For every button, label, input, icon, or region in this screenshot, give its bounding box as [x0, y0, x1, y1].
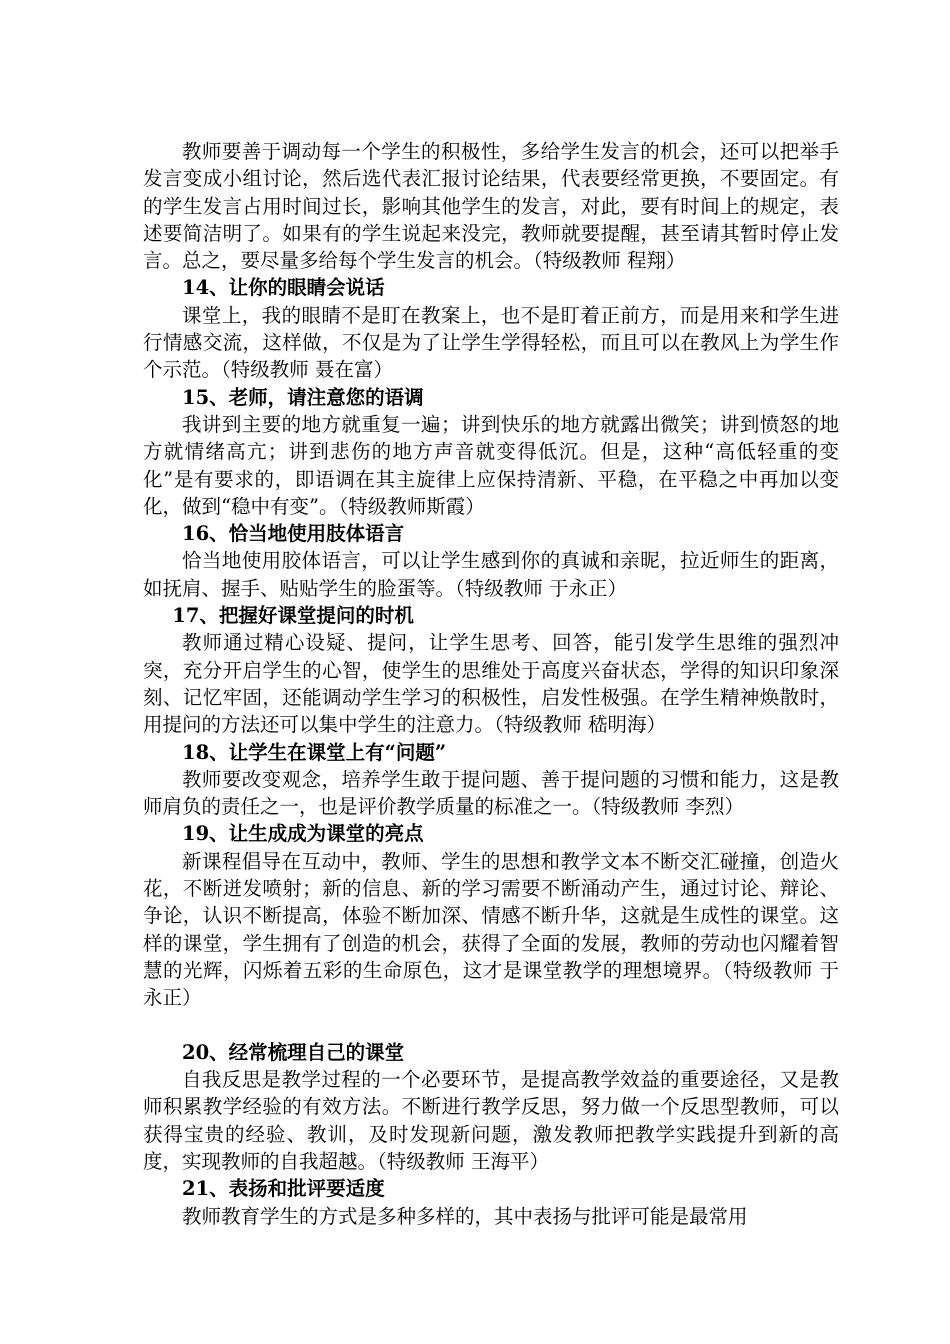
paragraph-16: 恰当地使用胶体语言，可以让学生感到你的真诚和亲昵，拉近师生的距离，如抚肩、握手、贴贴学生的脸蛋等。（特级教师 于永正） — [143, 549, 839, 600]
heading-14: 14、让你的眼睛会说话 — [182, 276, 385, 300]
heading-17: 17、把握好课堂提问的时机 — [172, 604, 414, 628]
paragraph-19: 新课程倡导在互动中，教师、学生的思想和教学文本不断交汇碰撞，创造火花，不断迸发喷射；新的信息、新的学习需要不断涌动产生，通过讨论、辩论、争论，认识不断提高，体验不断加深、情感不断升华，这就是生成性的课堂。这样的课堂，学生拥有了创造的机会，获得了全面的发展，教师的劳动也闪耀着智慧的光辉，闪烁着五彩的生命原色，这才是课堂教学的理想境界。（特级教师 于永正） — [143, 849, 839, 1010]
heading-20: 20、经常梳理自己的课堂 — [182, 1040, 405, 1064]
paragraph-15: 我讲到主要的地方就重复一遍；讲到快乐的地方就露出微笑；讲到愤怒的地方就情绪高亢；讲到悲伤的地方声音就变得低沉。但是，这种“高低轻重的变化”是有要求的，即语调在其主旋律上应保持清新、平稳，在平稳之中再加以变化，做到“稳中有变”。（特级教师斯霞） — [143, 412, 839, 518]
blank-line — [143, 1012, 839, 1039]
paragraph-14: 课堂上，我的眼睛不是盯在教案上，也不是盯着正前方，而是用来和学生进行情感交流，这样做，不仅是为了让学生学得轻松，而且可以在教风上为学生作个示范。（特级教师 聂在富） — [143, 303, 839, 382]
paragraph-intro: 教师要善于调动每一个学生的积极性，多给学生发言的机会，还可以把举手发言变成小组讨论，然后选代表汇报讨论结果，代表要经常更换，不要固定。有的学生发言占用时间过长，影响其他学生的发言，对此，要有时间上的规定，表述要简洁明了。如果有的学生说起来没完，教师就要提醒，甚至请其暂时停止发言。总之，要尽量多给每个学生发言的机会。（特级教师 程翔） — [143, 140, 839, 273]
heading-19: 19、让生成成为课堂的亮点 — [182, 822, 424, 846]
paragraph-20: 自我反思是教学过程的一个必要环节，是提高教学效益的重要途径，又是教师积累教学经验的有效方法。不断进行教学反思，努力做一个反思型教师，可以获得宝贵的经验、教训，及时发现新问题，激发教师把教学实践提升到新的高度，实现教师的自我超越。（特级教师 王海平） — [143, 1068, 839, 1173]
paragraph-21: 教师教育学生的方式是多种多样的，其中表扬与批评可能是最常用 — [182, 1204, 748, 1228]
heading-21: 21、表扬和批评要适度 — [182, 1177, 385, 1201]
paragraph-18: 教师要改变观念，培养学生敢于提问题、善于提问题的习惯和能力，这是教师肩负的责任之一，也是评价教学质量的标准之一。（特级教师 李烈） — [143, 767, 839, 819]
heading-15: 15、老师，请注意您的语调 — [182, 385, 424, 409]
paragraph-17: 教师通过精心设疑、提问，让学生思考、回答，能引发学生思维的强烈冲突，充分开启学生的心智，使学生的思维处于高度兴奋状态，学得的知识印象深刻、记忆牢固，还能调动学生学习的积极性，启发性极强。在学生精神焕散时，用提问的方法还可以集中学生的注意力。（特级教师 嵇明海） — [143, 631, 839, 737]
heading-18: 18、让学生在课堂上有“问题” — [182, 740, 447, 764]
document-page — [143, 138, 839, 1230]
heading-16: 16、恰当地使用肢体语言 — [182, 522, 405, 546]
